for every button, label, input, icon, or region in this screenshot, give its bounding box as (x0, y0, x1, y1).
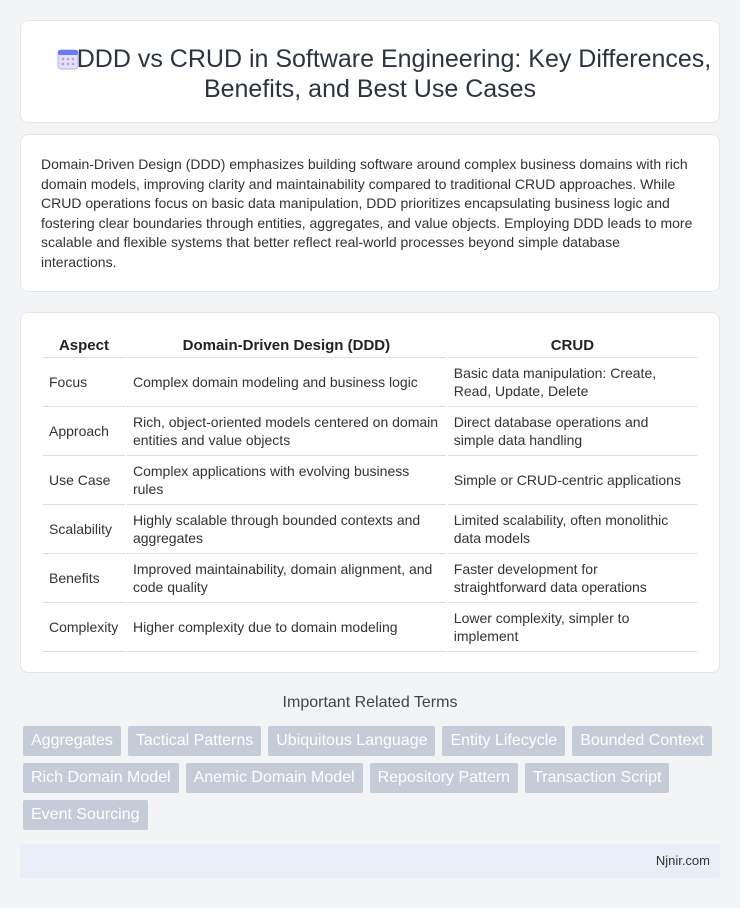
table-cell-crud: Basic data manipulation: Create, Read, Update, Delete (448, 358, 697, 407)
table-cell-crud: Limited scalability, often monolithic data models (448, 505, 697, 554)
table-cell-crud: Direct database operations and simple data handling (448, 407, 697, 456)
table-cell-crud: Faster development for straightforward data operations (448, 554, 697, 603)
tag-transaction-script[interactable]: Transaction Script (525, 763, 669, 793)
table-row (43, 505, 697, 554)
table-cell-crud: Simple or CRUD-centric applications (448, 456, 697, 505)
footer-site-name[interactable]: Njnir.com (655, 853, 710, 868)
tag-aggregates[interactable]: Aggregates (23, 726, 121, 756)
table-row (43, 456, 697, 505)
header-card (20, 20, 720, 123)
table-cell-aspect: Focus (43, 358, 125, 407)
comparison-table-card (20, 312, 720, 673)
table-row (43, 407, 697, 456)
table-header-row (43, 333, 697, 358)
table-cell-aspect: Approach (43, 407, 125, 456)
column-header-ddd: Domain-Driven Design (DDD) (127, 333, 446, 358)
table-row (43, 358, 697, 407)
table-cell-aspect: Complexity (43, 603, 125, 652)
tag-bounded-context[interactable]: Bounded Context (572, 726, 712, 756)
table-cell-ddd: Rich, object-oriented models centered on domain entities and value objects (127, 407, 446, 456)
comparison-table (41, 333, 699, 652)
table-row (43, 603, 697, 652)
tag-event-sourcing[interactable]: Event Sourcing (23, 800, 148, 830)
tag-anemic-domain-model[interactable]: Anemic Domain Model (186, 763, 363, 793)
tag-ubiquitous-language[interactable]: Ubiquitous Language (268, 726, 435, 756)
table-cell-aspect: Scalability (43, 505, 125, 554)
table-cell-ddd: Higher complexity due to domain modeling (127, 603, 446, 652)
intro-card (20, 134, 720, 292)
column-header-crud: CRUD (448, 333, 697, 358)
table-cell-ddd: Highly scalable through bounded contexts and aggregates (127, 505, 446, 554)
table-cell-aspect: Benefits (43, 554, 125, 603)
tag-repository-pattern[interactable]: Repository Pattern (370, 763, 519, 793)
column-header-aspect: Aspect (43, 333, 125, 358)
page-title-line-1: DDD vs CRUD in Software Engineering: Key Differences, (76, 45, 712, 73)
page-title-line-2: Benefits, and Best Use Cases (203, 75, 537, 103)
related-terms-title: Important Related Terms (282, 694, 458, 711)
table-cell-ddd: Complex applications with evolving business rules (127, 456, 446, 505)
table-row (43, 554, 697, 603)
footer (20, 844, 720, 878)
tag-tactical-patterns[interactable]: Tactical Patterns (128, 726, 261, 756)
table-cell-ddd: Complex domain modeling and business logic (127, 358, 446, 407)
intro-paragraph: Domain-Driven Design (DDD) emphasizes building software around complex business domains with rich domain models, improving clarity and maintainability compared to traditional CRUD approaches. While CRUD operations focus on basic data manipulation, DDD prioritizes encapsulating business logic and fostering clear boundaries through entities, aggregates, and value objects. Employing DDD leads to more scalable and flexible systems that better reflect real-world processes beyond simple database interactions. (41, 156, 693, 270)
table-cell-ddd: Improved maintainability, domain alignment, and code quality (127, 554, 446, 603)
tag-rich-domain-model[interactable]: Rich Domain Model (23, 763, 179, 793)
page-title (21, 44, 719, 104)
related-terms-tags (23, 726, 723, 837)
table-cell-aspect: Use Case (43, 456, 125, 505)
table-cell-crud: Lower complexity, simpler to implement (448, 603, 697, 652)
tag-entity-lifecycle[interactable]: Entity Lifecycle (442, 726, 565, 756)
